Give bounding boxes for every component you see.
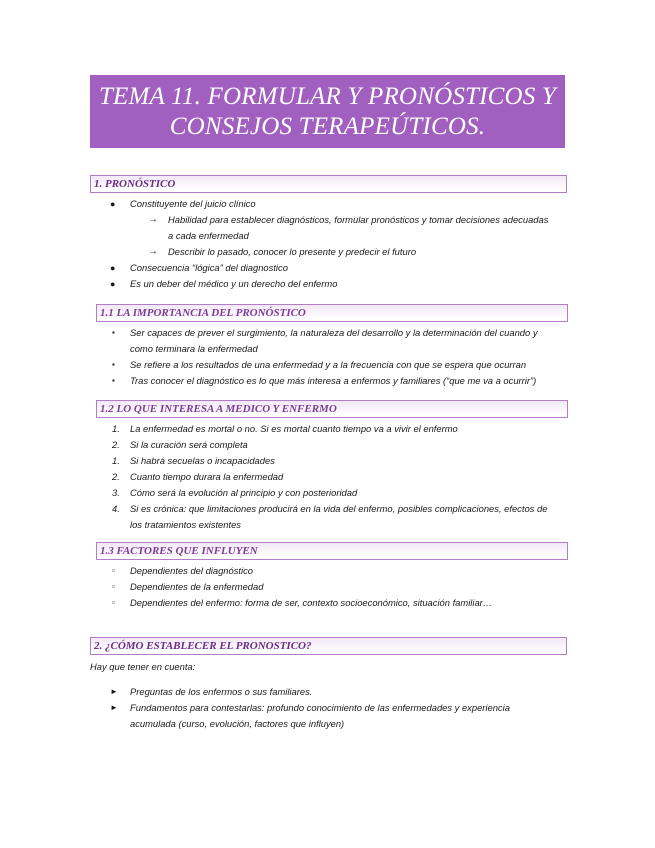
- section-importancia-list: [112, 325, 538, 389]
- list-item: ▪ Se refiere a los resultados de una enfermedad y a la frecuencia con que se espera que ocurran: [112, 357, 538, 373]
- section-heading-interes: 1.2 LO QUE INTERESA A MEDICO Y ENFERMO: [96, 400, 568, 418]
- list-item: ● Consecuencia “lógica” del diagnostico: [110, 260, 548, 276]
- section-como-establecer-list: [110, 684, 510, 732]
- list-item: ▫ Dependientes del enfermo: forma de ser, contexto socioeconómico, situación familiar…: [112, 595, 492, 611]
- bullet-square-icon: ▪: [112, 360, 115, 369]
- section-heading-pronostico: 1. PRONÓSTICO: [90, 175, 567, 193]
- section-factores-list: [112, 563, 492, 611]
- bullet-dot-icon: ●: [110, 263, 116, 273]
- title-line-1: TEMA 11. FORMULAR Y PRONÓSTICOS Y: [98, 82, 557, 110]
- section-heading-factores: 1.3 FACTORES QUE INFLUYEN: [96, 542, 568, 560]
- section-heading-como-establecer: 2. ¿CÓMO ESTABLECER EL PRONOSTICO?: [90, 637, 567, 655]
- document-title: [90, 75, 565, 148]
- bullet-square-icon: ▪: [112, 376, 115, 385]
- section-pronostico-list: [110, 196, 548, 292]
- list-item: ▫ Dependientes del diagnóstico: [112, 563, 492, 579]
- triangle-right-icon: ►: [110, 687, 118, 696]
- list-item: ▫ Dependientes de la enfermedad: [112, 579, 492, 595]
- list-item: → Describir lo pasado, conocer lo presente y predecir el futuro: [110, 244, 548, 260]
- bullet-hollow-square-icon: ▫: [112, 582, 115, 591]
- bullet-dot-icon: ●: [110, 279, 116, 289]
- list-item: ► Preguntas de los enfermos o sus familiares.: [110, 684, 510, 700]
- list-item: ● Es un deber del médico y un derecho del enfermo: [110, 276, 548, 292]
- list-item: ▪ Ser capaces de prever el surgimiento, la naturaleza del desarrollo y la determinación del cuando y: [112, 325, 538, 341]
- list-item: ► Fundamentos para contestarlas: profundo conocimiento de las enfermedades y experiencia: [110, 700, 510, 716]
- list-item: acumulada (curso, evolución, factores que influyen): [130, 718, 345, 729]
- list-item: 2. Si la curación será completa: [112, 439, 248, 450]
- bullet-hollow-square-icon: ▫: [112, 566, 115, 575]
- title-line-2: CONSEJOS TERAPEÚTICOS.: [169, 112, 486, 140]
- list-item: a cada enfermedad: [168, 230, 249, 241]
- list-item: ● Constituyente del juicio clínico: [110, 196, 548, 212]
- bullet-dot-icon: ●: [110, 199, 116, 209]
- list-item: como terminara la enfermedad: [130, 343, 258, 354]
- bullet-hollow-square-icon: ▫: [112, 598, 115, 607]
- arrow-right-icon: →: [148, 214, 158, 225]
- intro-text: Hay que tener en cuenta:: [90, 661, 196, 672]
- arrow-right-icon: →: [148, 246, 158, 257]
- section-interes-list: [112, 421, 547, 533]
- triangle-right-icon: ►: [110, 703, 118, 712]
- list-item: 2. Cuanto tiempo durara la enfermedad: [112, 471, 284, 482]
- list-item: 1. Si habrá secuelas o incapacidades: [112, 455, 275, 466]
- list-item: ▪ Tras conocer el diagnóstico es lo que más interesa a enfermos y familiares (“que me va a ocurrir”): [112, 373, 538, 389]
- list-item: 1. La enfermedad es mortal o no. Si es mortal cuanto tiempo va a vivir el enfermo: [112, 423, 458, 434]
- list-item: 4. Si es crónica: que limitaciones producirá en la vida del enfermo, posibles complicaciones, efectos de: [112, 503, 548, 514]
- list-item: → Habilidad para establecer diagnósticos, formular pronósticos y tomar decisiones adecuadas: [110, 212, 548, 228]
- list-item: 3. Cómo será la evolución al principio y con posterioridad: [112, 487, 358, 498]
- bullet-square-icon: ▪: [112, 328, 115, 337]
- section-heading-importancia: 1.1 LA IMPORTANCIA DEL PRONÓSTICO: [96, 304, 568, 322]
- list-item: los tratamientos existentes: [130, 519, 241, 530]
